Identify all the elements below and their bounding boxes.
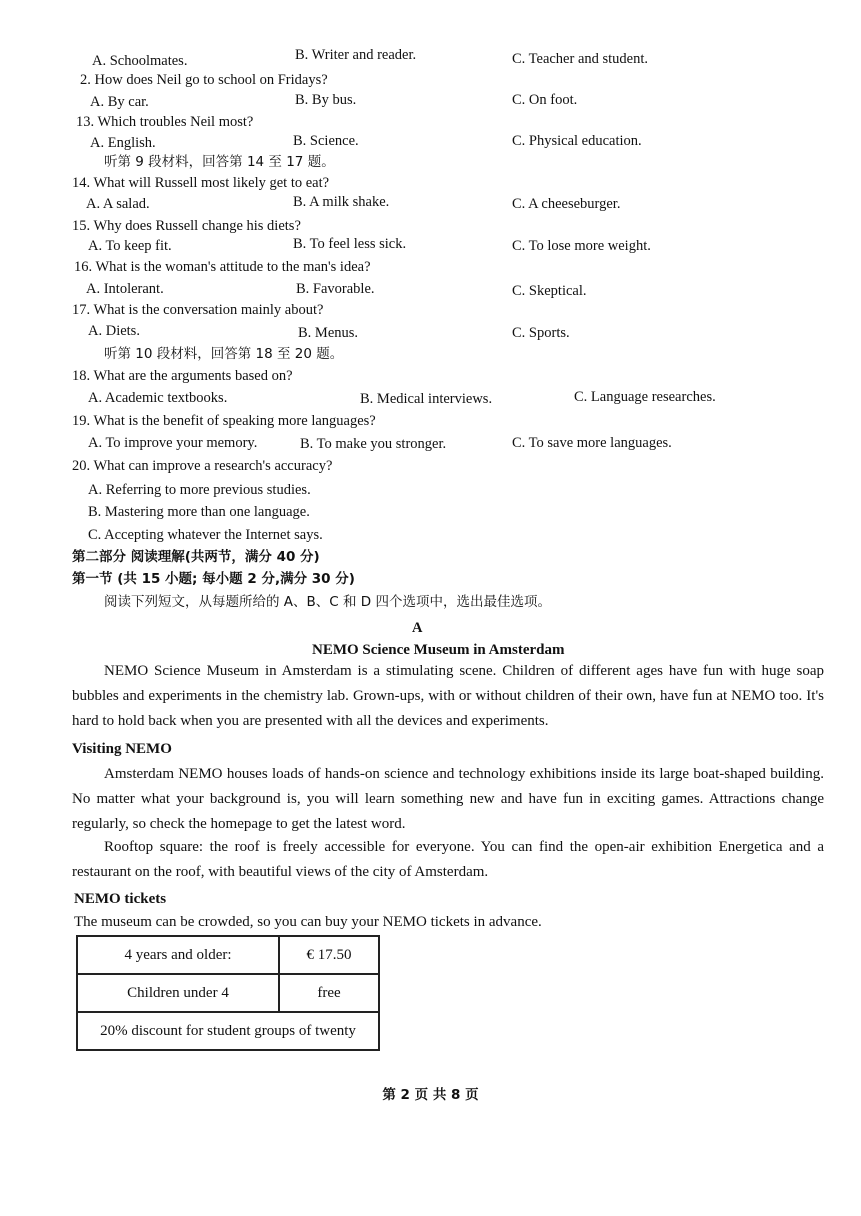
q13-option-a: A. English. — [90, 135, 156, 151]
tickets-heading: NEMO tickets — [74, 891, 167, 907]
q15-stem: 15. Why does Russell change his diets? — [72, 218, 301, 234]
q12-option-b: B. By bus. — [295, 92, 357, 108]
q12-option-a: A. By car. — [90, 94, 149, 110]
q20-option-a: A. Referring to more previous studies. — [88, 482, 311, 498]
visiting-paragraph-1: Amsterdam NEMO houses loads of hands-on science and technology exhibitions inside its large boat-shaped building. No matter what your background is, you will learn something new and have fun in exciting games. Attractions change regularly, so check the homepage to get the latest word. — [72, 766, 824, 832]
q13-option-b: B. Science. — [293, 133, 359, 149]
table-row — [77, 1012, 379, 1050]
q17-stem: 17. What is the conversation mainly about? — [72, 302, 324, 318]
q15-option-c: C. To lose more weight. — [512, 238, 651, 254]
visiting-paragraph-2: Rooftop square: the roof is freely accessible for everyone. You can find the open-air exhibition Energetica and a restaurant on the roof, with beautiful views of the city of Amsterdam. — [72, 839, 824, 880]
q18-option-a: A. Academic textbooks. — [88, 390, 228, 406]
q20-option-c: C. Accepting whatever the Internet says. — [88, 527, 323, 543]
q20-stem: 20. What can improve a research's accuracy? — [72, 458, 333, 474]
visiting-heading: Visiting NEMO — [72, 741, 172, 757]
part-two-title: 第二部分 阅读理解(共两节，满分 40 分) — [72, 549, 320, 565]
table-row — [77, 974, 379, 1012]
q16-option-c: C. Skeptical. — [512, 283, 587, 299]
ticket-label: Children under 4 — [77, 974, 279, 1012]
q17-option-b: B. Menus. — [298, 325, 359, 341]
q13-stem: 13. Which troubles Neil most? — [76, 114, 254, 130]
q14-option-c: C. A cheeseburger. — [512, 196, 621, 212]
section-9-instruction: 听第 9 段材料，回答第 14 至 17 题。 — [104, 154, 335, 170]
reading-instruction: 阅读下列短文，从每题所给的 A、B、C 和 D 四个选项中，选出最佳选项。 — [104, 594, 551, 610]
passage-title: NEMO Science Museum in Amsterdam — [312, 642, 565, 658]
q13-option-c: C. Physical education. — [512, 133, 642, 149]
page-number-footer: 第 2 页 共 8 页 — [382, 1087, 479, 1103]
q19-option-a: A. To improve your memory. — [88, 435, 258, 451]
tickets-table — [76, 935, 380, 1051]
q19-option-b: B. To make you stronger. — [300, 436, 447, 452]
q19-option-c: C. To save more languages. — [512, 435, 672, 451]
q14-option-a: A. A salad. — [86, 196, 150, 212]
q15-option-a: A. To keep fit. — [88, 238, 172, 254]
ticket-price: free — [279, 974, 379, 1012]
passage-letter: A — [412, 620, 423, 636]
q11-option-a: A. Schoolmates. — [92, 53, 188, 69]
q18-option-c: C. Language researches. — [574, 389, 716, 405]
q14-option-b: B. A milk shake. — [293, 194, 390, 210]
q11-option-b: B. Writer and reader. — [295, 47, 417, 63]
q12-option-c: C. On foot. — [512, 92, 578, 108]
ticket-label: 4 years and older: — [77, 936, 279, 974]
tickets-intro: The museum can be crowded, so you can buy your NEMO tickets in advance. — [74, 914, 542, 930]
q16-option-a: A. Intolerant. — [86, 281, 164, 297]
passage-intro: NEMO Science Museum in Amsterdam is a stimulating scene. Children of different ages have fun with huge soap bubbles and experiments in the chemistry lab. Grown-ups, with or without children of their own, have fun at NEMO too. It's hard to hold back when you are presented with all the devices and experiments. — [72, 663, 824, 729]
q17-option-c: C. Sports. — [512, 325, 570, 341]
q14-stem: 14. What will Russell most likely get to eat? — [72, 175, 330, 191]
q16-stem: 16. What is the woman's attitude to the man's idea? — [74, 259, 371, 275]
q18-option-b: B. Medical interviews. — [360, 391, 493, 407]
table-row — [77, 936, 379, 974]
q11-option-c: C. Teacher and student. — [512, 51, 649, 67]
q15-option-b: B. To feel less sick. — [293, 236, 407, 252]
q19-stem: 19. What is the benefit of speaking more languages? — [72, 413, 376, 429]
q12-stem: 2. How does Neil go to school on Fridays? — [80, 72, 328, 88]
q17-option-a: A. Diets. — [88, 323, 140, 339]
q16-option-b: B. Favorable. — [296, 281, 375, 297]
section-10-instruction: 听第 10 段材料，回答第 18 至 20 题。 — [104, 346, 344, 362]
q20-option-b: B. Mastering more than one language. — [88, 504, 310, 520]
ticket-price: € 17.50 — [279, 936, 379, 974]
section-one-title: 第一节 (共 15 小题; 每小题 2 分,满分 30 分) — [72, 571, 355, 587]
ticket-discount-note: 20% discount for student groups of twenty — [77, 1012, 379, 1050]
q18-stem: 18. What are the arguments based on? — [72, 368, 293, 384]
